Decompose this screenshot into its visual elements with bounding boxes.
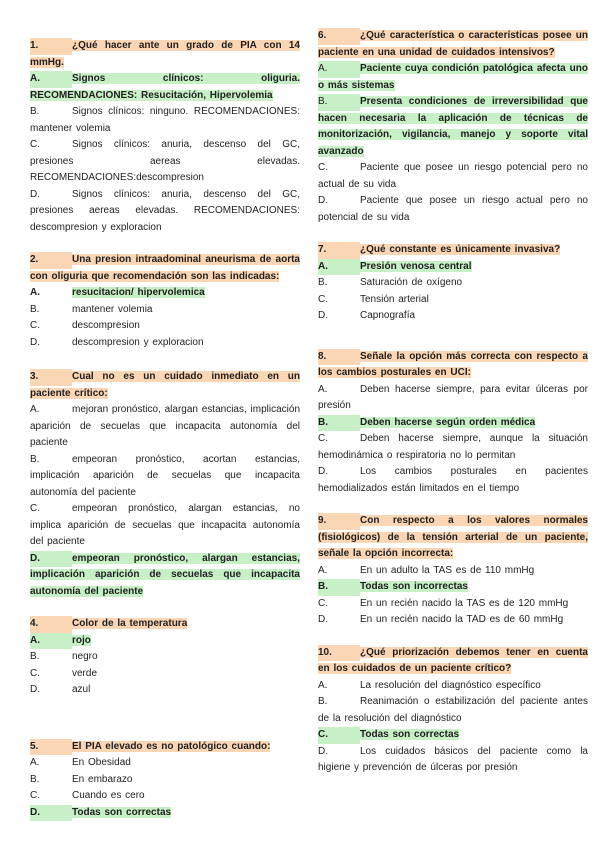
option-text: verde bbox=[72, 667, 98, 679]
option-row bbox=[30, 402, 300, 452]
option-text: Deben hacerse según orden médica bbox=[360, 416, 536, 428]
option-text: Signos clínicos: ninguno. RECOMENDACIONES: mantener volemia bbox=[30, 106, 300, 134]
option-row bbox=[318, 308, 588, 325]
question-number: 7. bbox=[318, 242, 360, 259]
question-text: Señale la opción más correcta con respecto a los cambios posturales en UCI: bbox=[318, 350, 588, 378]
option-text: empeoran pronóstico, alargan estancias, implicación aparición de secuelas que incapacita autonomía del paciente bbox=[30, 552, 300, 597]
option-letter: B. bbox=[30, 651, 40, 662]
option-row bbox=[30, 452, 300, 502]
option-text: Tensión arterial bbox=[360, 293, 429, 305]
option-row bbox=[30, 805, 300, 822]
option-row bbox=[318, 193, 588, 226]
option-letter: A. bbox=[30, 287, 40, 298]
option-text: empeoran pronóstico, alargan estancias, no implica aparición de secuelas que incapacita autonomía del paciente bbox=[30, 503, 300, 547]
option-text: Todas son correctas bbox=[360, 729, 460, 740]
option-row bbox=[318, 431, 588, 464]
option-text: empeoran pronóstico, acortan estancias, implicación aparición de secuelas que incapacita autonomía del paciente bbox=[30, 453, 300, 498]
question-number: 9. bbox=[318, 513, 360, 530]
option-row bbox=[30, 187, 300, 237]
option-letter: B. bbox=[30, 106, 40, 117]
option-row bbox=[30, 788, 300, 805]
option-text: Los cuidados básicos del paciente como la higiene y prevención de úlceras por presión bbox=[318, 745, 588, 773]
option-letter: B. bbox=[318, 696, 328, 707]
question-number: 2. bbox=[30, 252, 72, 269]
option-letter: A. bbox=[318, 383, 328, 395]
option-letter: D. bbox=[318, 195, 328, 206]
option-letter: C. bbox=[30, 139, 40, 150]
option-text: Saturación de oxígeno bbox=[360, 277, 463, 288]
question-header bbox=[318, 645, 588, 678]
option-letter: B. bbox=[318, 277, 328, 288]
question-block bbox=[318, 349, 588, 498]
option-row bbox=[30, 501, 300, 551]
option-row bbox=[30, 666, 300, 683]
option-letter: B. bbox=[318, 415, 360, 432]
question-block bbox=[318, 513, 588, 629]
option-text: Todas son correctas bbox=[72, 806, 172, 818]
option-text: Signos clínicos: anuria, descenso del GC, presiones aereas elevadas. RECOMENDACIONES:descompresion bbox=[30, 139, 300, 183]
option-row bbox=[318, 563, 588, 580]
option-row bbox=[30, 633, 300, 650]
question-block bbox=[30, 252, 300, 351]
option-text: Deben hacerse siempre, aunque la situación hemodinámica o respiratoria no lo permitan bbox=[318, 433, 588, 461]
option-row bbox=[30, 137, 300, 187]
option-letter: C. bbox=[318, 433, 328, 444]
option-text: En un recién nacido la TAS es de 120 mmHg bbox=[360, 597, 569, 609]
option-letter: B. bbox=[318, 579, 360, 596]
option-row bbox=[30, 772, 300, 789]
option-letter: C. bbox=[30, 320, 40, 331]
question-number: 10. bbox=[318, 645, 360, 662]
option-letter: C. bbox=[30, 667, 40, 679]
option-row bbox=[318, 596, 588, 613]
question-number: 3. bbox=[30, 369, 72, 386]
left-column bbox=[30, 28, 300, 848]
option-letter: C. bbox=[318, 162, 328, 173]
question-number: 4. bbox=[30, 616, 72, 633]
question-header bbox=[318, 242, 588, 259]
option-letter: A. bbox=[30, 71, 72, 88]
question-text: ¿Qué característica o características posee un paciente en una unidad de cuidados intensivos? bbox=[318, 30, 588, 58]
option-row bbox=[318, 464, 588, 497]
option-letter: D. bbox=[30, 188, 40, 200]
option-text: En embarazo bbox=[72, 773, 133, 785]
option-letter: A. bbox=[30, 757, 40, 768]
option-row bbox=[318, 275, 588, 292]
question-header bbox=[30, 739, 300, 756]
option-row bbox=[318, 579, 588, 596]
question-block bbox=[318, 242, 588, 325]
option-text: Reanimación o estabilización del paciente antes de la resolución del diagnóstico bbox=[318, 696, 588, 724]
option-row bbox=[318, 259, 588, 276]
question-header bbox=[318, 513, 588, 563]
option-text: mejoran pronóstico, alargan estancias, implicación aparición de secuelas que incapacita autonomía del paciente bbox=[30, 404, 301, 448]
question-text: Con respecto a los valores normales (fisiológicos) de la tensión arterial de un paciente, señale la opción incorrecta: bbox=[318, 515, 588, 559]
option-text: Los cambios posturales en pacientes hemodializados están limitados en el tiempo bbox=[318, 466, 588, 494]
right-column bbox=[318, 28, 588, 848]
option-text: En un adulto la TAS es de 110 mmHg bbox=[360, 564, 535, 576]
option-text: La resolución del diagnóstico específico bbox=[360, 679, 541, 691]
option-letter: A. bbox=[318, 564, 328, 576]
question-number: 5. bbox=[30, 739, 72, 756]
option-text: Cuando es cero bbox=[72, 790, 145, 801]
question-number: 8. bbox=[318, 349, 360, 366]
option-text: Paciente que posee un riesgo actual pero no potencial de su vida bbox=[318, 195, 588, 223]
option-letter: D. bbox=[318, 745, 328, 757]
option-text: descompresion bbox=[72, 320, 140, 331]
question-header bbox=[30, 252, 300, 285]
option-letter: B. bbox=[30, 453, 40, 465]
question-block bbox=[30, 38, 300, 236]
option-text: En un recién nacido la TAD es de 60 mmHg bbox=[360, 614, 564, 625]
option-letter: A. bbox=[318, 679, 328, 691]
option-letter: B. bbox=[30, 773, 40, 785]
option-letter: D. bbox=[318, 310, 328, 321]
option-letter: C. bbox=[318, 727, 360, 744]
question-header bbox=[30, 369, 300, 402]
option-letter: D. bbox=[30, 805, 72, 822]
option-text: descompresion y exploracion bbox=[72, 336, 204, 348]
option-row bbox=[318, 415, 588, 432]
option-row bbox=[318, 727, 588, 744]
option-letter: A. bbox=[30, 404, 40, 415]
option-row bbox=[30, 104, 300, 137]
option-text: Signos clínicos: anuria, descenso del GC, presiones aereas elevadas. RECOMENDACIONES: descompresion y exploracion bbox=[30, 188, 300, 233]
option-row bbox=[30, 755, 300, 772]
question-header bbox=[318, 349, 588, 382]
question-block bbox=[30, 616, 300, 699]
option-letter: D. bbox=[30, 684, 40, 695]
option-letter: C. bbox=[318, 597, 328, 609]
option-row bbox=[318, 292, 588, 309]
option-letter: D. bbox=[30, 336, 40, 348]
question-number: 1. bbox=[30, 38, 72, 55]
option-letter: C. bbox=[30, 790, 40, 801]
option-letter: A. bbox=[318, 61, 360, 78]
option-letter: B. bbox=[318, 94, 360, 111]
option-row bbox=[30, 649, 300, 666]
option-row bbox=[30, 71, 300, 104]
question-block bbox=[318, 28, 588, 226]
question-text: Color de la temperatura bbox=[72, 618, 188, 629]
option-letter: C. bbox=[318, 293, 328, 305]
question-block bbox=[30, 369, 300, 600]
question-text: ¿Qué priorización debemos tener en cuenta en los cuidados de un paciente crítico? bbox=[318, 646, 588, 674]
option-row bbox=[318, 694, 588, 727]
option-row bbox=[30, 335, 300, 352]
option-row bbox=[318, 382, 588, 415]
option-row bbox=[318, 678, 588, 695]
option-row bbox=[30, 285, 300, 302]
option-letter: A. bbox=[30, 633, 72, 650]
question-text: Una presion intraadominal aneurisma de aorta con oliguria que recomendación son las indicadas: bbox=[30, 254, 300, 282]
option-row bbox=[318, 160, 588, 193]
option-row bbox=[30, 318, 300, 335]
option-letter: D. bbox=[318, 614, 328, 625]
question-header bbox=[30, 38, 300, 71]
option-text: Capnografía bbox=[360, 310, 416, 321]
question-block bbox=[30, 739, 300, 822]
option-text: Deben hacerse siempre, para evitar úlceras por presión bbox=[318, 383, 588, 411]
option-letter: D. bbox=[318, 466, 328, 477]
option-row bbox=[318, 94, 588, 160]
option-text: resucitacion/ hipervolemica bbox=[72, 287, 205, 298]
option-letter: A. bbox=[318, 259, 360, 276]
option-text: negro bbox=[72, 651, 98, 662]
question-block bbox=[318, 645, 588, 777]
option-letter: D. bbox=[30, 551, 72, 568]
question-text: Cual no es un cuidado inmediato en un paciente crítico: bbox=[30, 371, 300, 399]
option-text: rojo bbox=[72, 634, 91, 646]
question-header bbox=[318, 28, 588, 61]
option-text: Paciente que posee un riesgo potencial pero no actual de su vida bbox=[318, 162, 588, 190]
option-row bbox=[318, 61, 588, 94]
option-text: Paciente cuya condición patológica afecta uno o más sistemas bbox=[318, 63, 588, 91]
option-letter: B. bbox=[30, 303, 40, 315]
question-number: 6. bbox=[318, 28, 360, 45]
option-row bbox=[30, 302, 300, 319]
question-text: ¿Qué hacer ante un grado de PIA con 14 mmHg. bbox=[30, 40, 300, 68]
question-text: El PIA elevado es no patológico cuando: bbox=[72, 740, 271, 752]
option-row bbox=[318, 744, 588, 777]
option-text: Presenta condiciones de irreversibilidad que hacen necesaria la aplicación de técnicas de monitorización, vigilancia, manejo y soporte vital avanzado bbox=[318, 96, 588, 157]
option-row bbox=[30, 682, 300, 699]
option-letter: C. bbox=[30, 503, 40, 514]
question-text: ¿Qué constante es únicamente invasiva? bbox=[360, 244, 561, 255]
option-row bbox=[318, 612, 588, 629]
option-text: Signos clínicos: oliguria. RECOMENDACIONES: Resucitación, Hipervolemia bbox=[30, 73, 300, 101]
question-header bbox=[30, 616, 300, 633]
option-row bbox=[30, 551, 300, 601]
option-text: azul bbox=[72, 684, 91, 695]
option-text: En Obesidad bbox=[72, 757, 131, 768]
option-text: mantener volemia bbox=[72, 303, 153, 315]
option-text: Todas son incorrectas bbox=[360, 581, 468, 592]
option-text: Presión venosa central bbox=[360, 260, 472, 272]
